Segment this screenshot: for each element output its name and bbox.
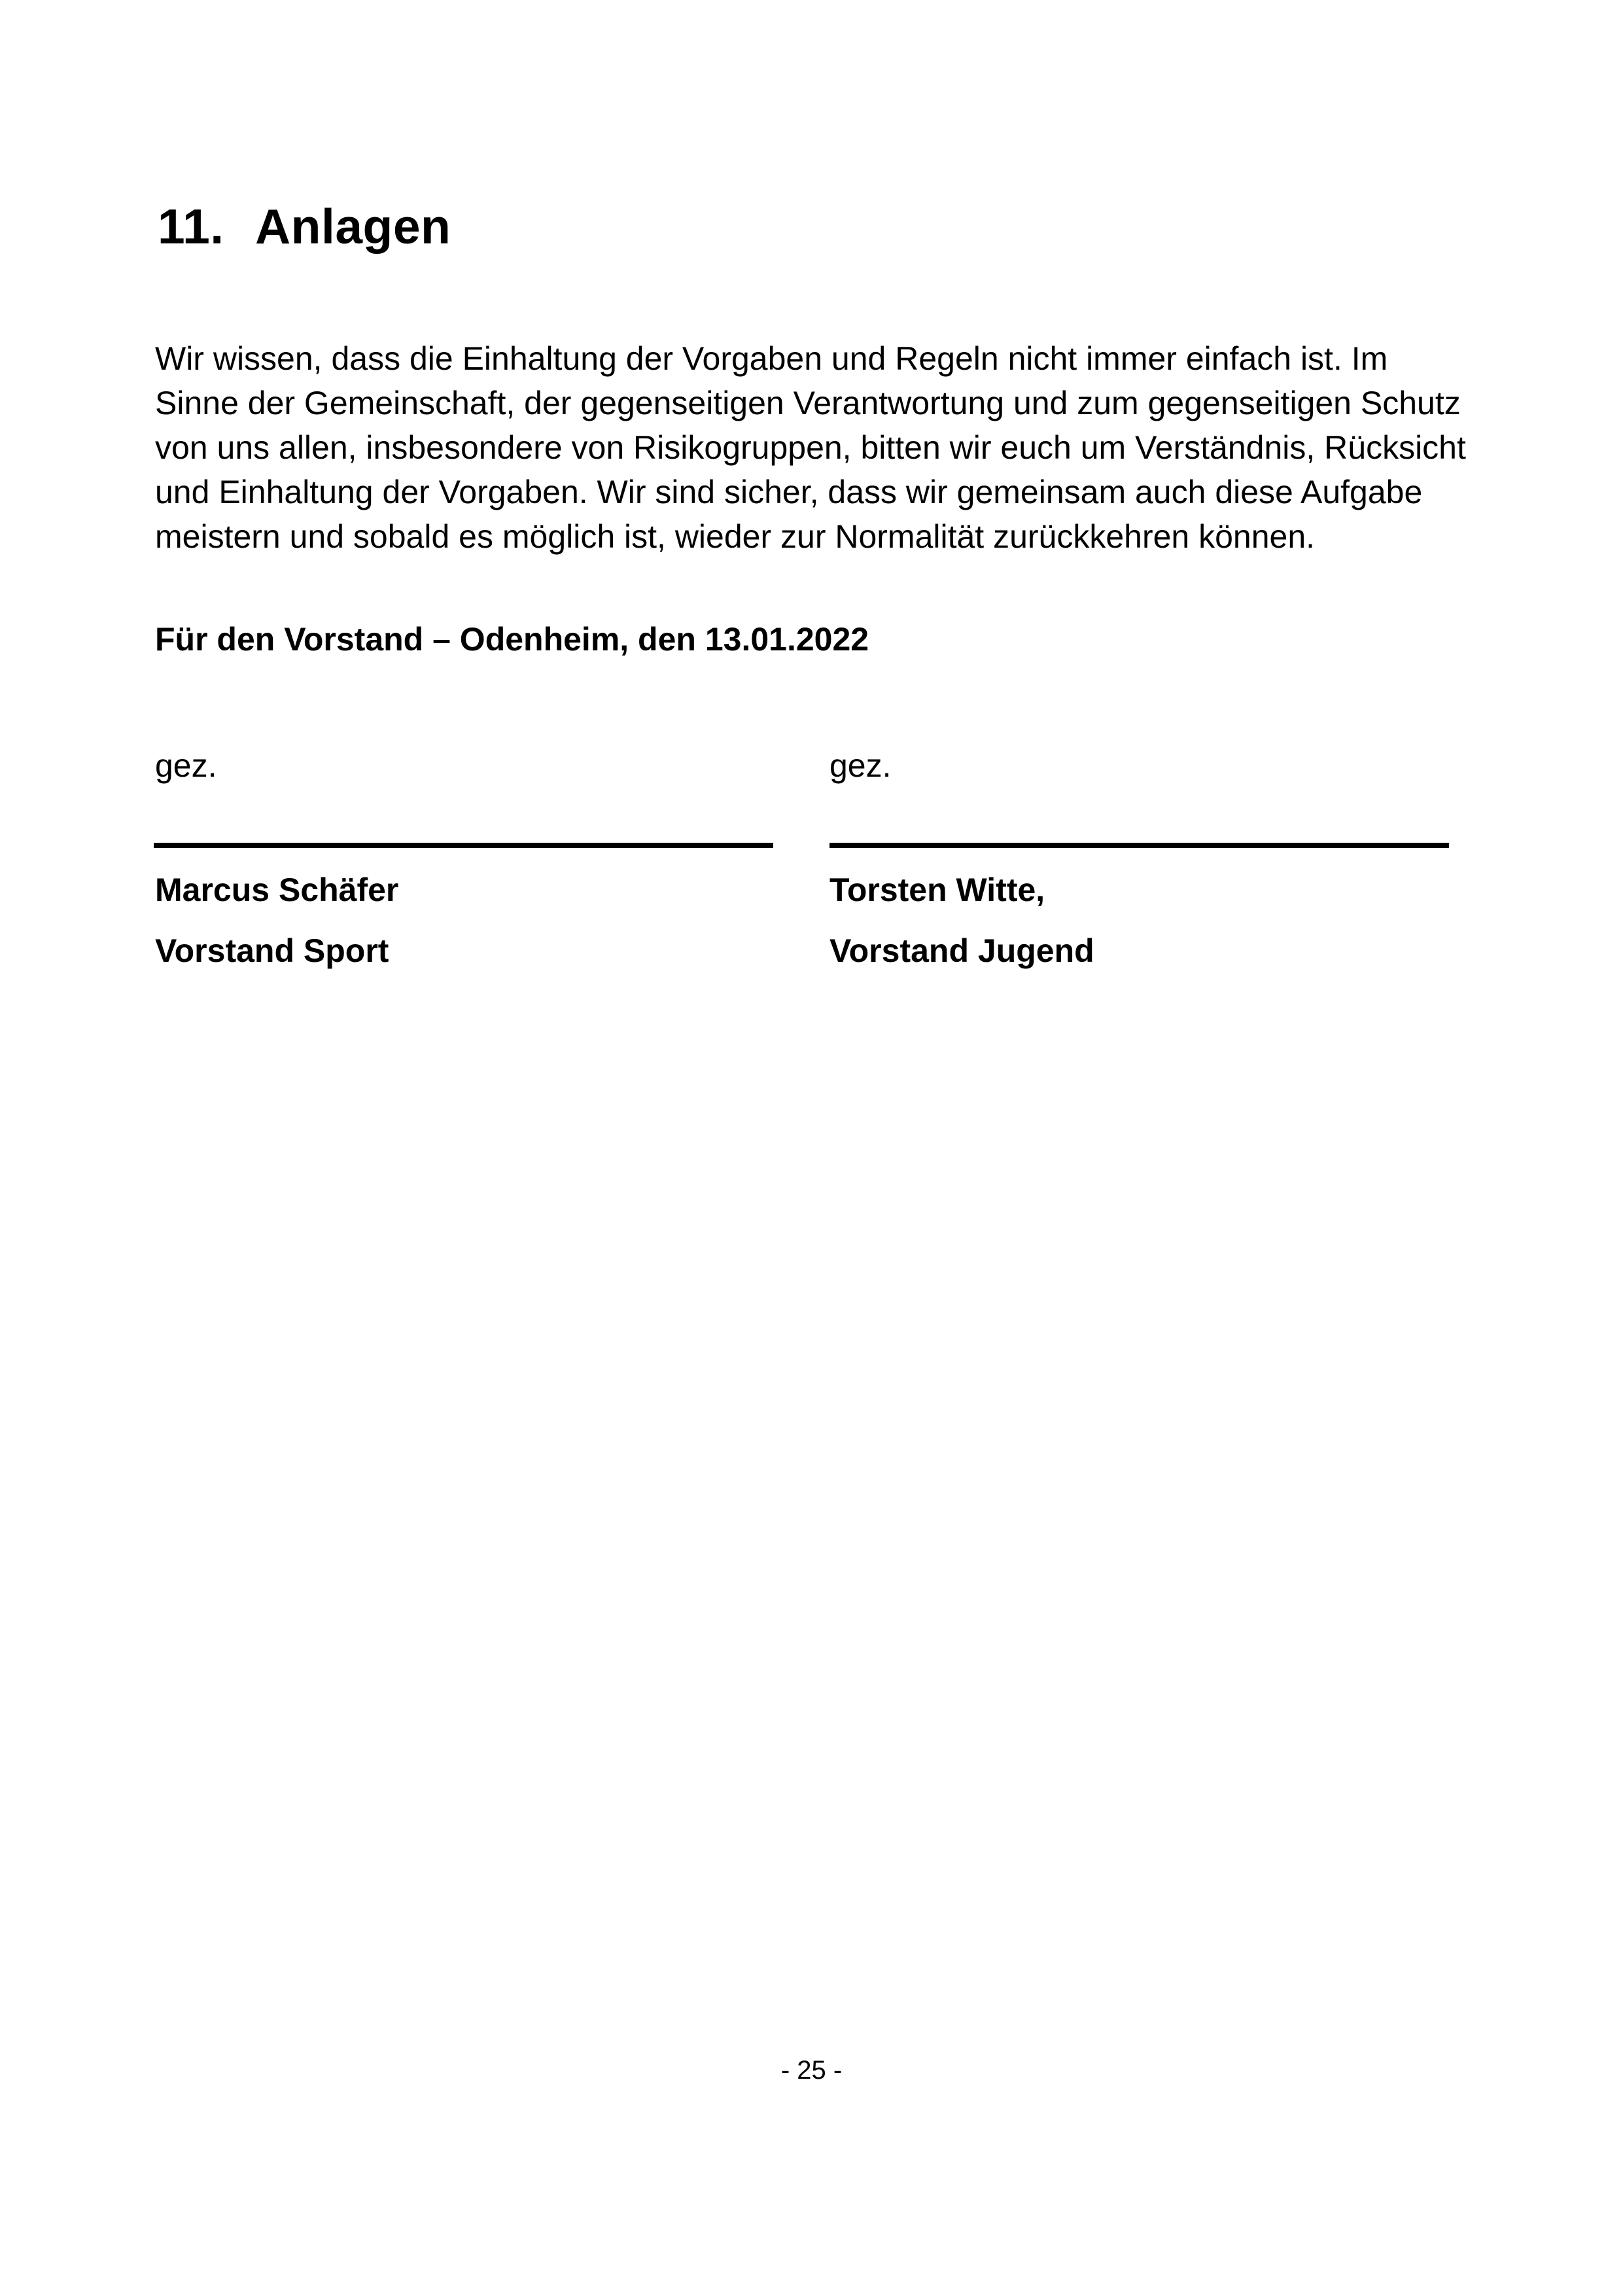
body-paragraph <box>155 336 1503 559</box>
paragraph-line: von uns allen, insbesondere von Risikogruppen, bitten wir euch um Verständnis, Rücksicht <box>155 429 1466 466</box>
signature-line-left <box>154 843 773 848</box>
signature-line-right <box>829 843 1449 848</box>
paragraph-line: Sinne der Gemeinschaft, der gegenseitigen Verantwortung und zum gegenseitigen Schutz <box>155 385 1461 421</box>
page-number: - 25 - <box>780 2056 843 2085</box>
gez-label-right: gez. <box>829 747 892 784</box>
signatory-role-left: Vorstand Sport <box>155 932 389 969</box>
section-number: 11. <box>158 199 224 254</box>
section-heading <box>158 199 451 254</box>
paragraph-line: und Einhaltung der Vorgaben. Wir sind sicher, dass wir gemeinsam auch diese Aufgabe <box>155 474 1423 510</box>
section-title: Anlagen <box>255 199 451 254</box>
signatory-name-right: Torsten Witte, <box>829 872 1045 908</box>
signatory-role-right: Vorstand Jugend <box>829 932 1094 969</box>
paragraph-line: Wir wissen, dass die Einhaltung der Vorgaben und Regeln nicht immer einfach ist. Im <box>155 340 1388 377</box>
signatory-name-left: Marcus Schäfer <box>155 872 399 908</box>
board-date-line: Für den Vorstand – Odenheim, den 13.01.2022 <box>155 621 869 658</box>
paragraph-line: meistern und sobald es möglich ist, wieder zur Normalität zurückkehren können. <box>155 518 1316 555</box>
gez-label-left: gez. <box>155 747 217 784</box>
